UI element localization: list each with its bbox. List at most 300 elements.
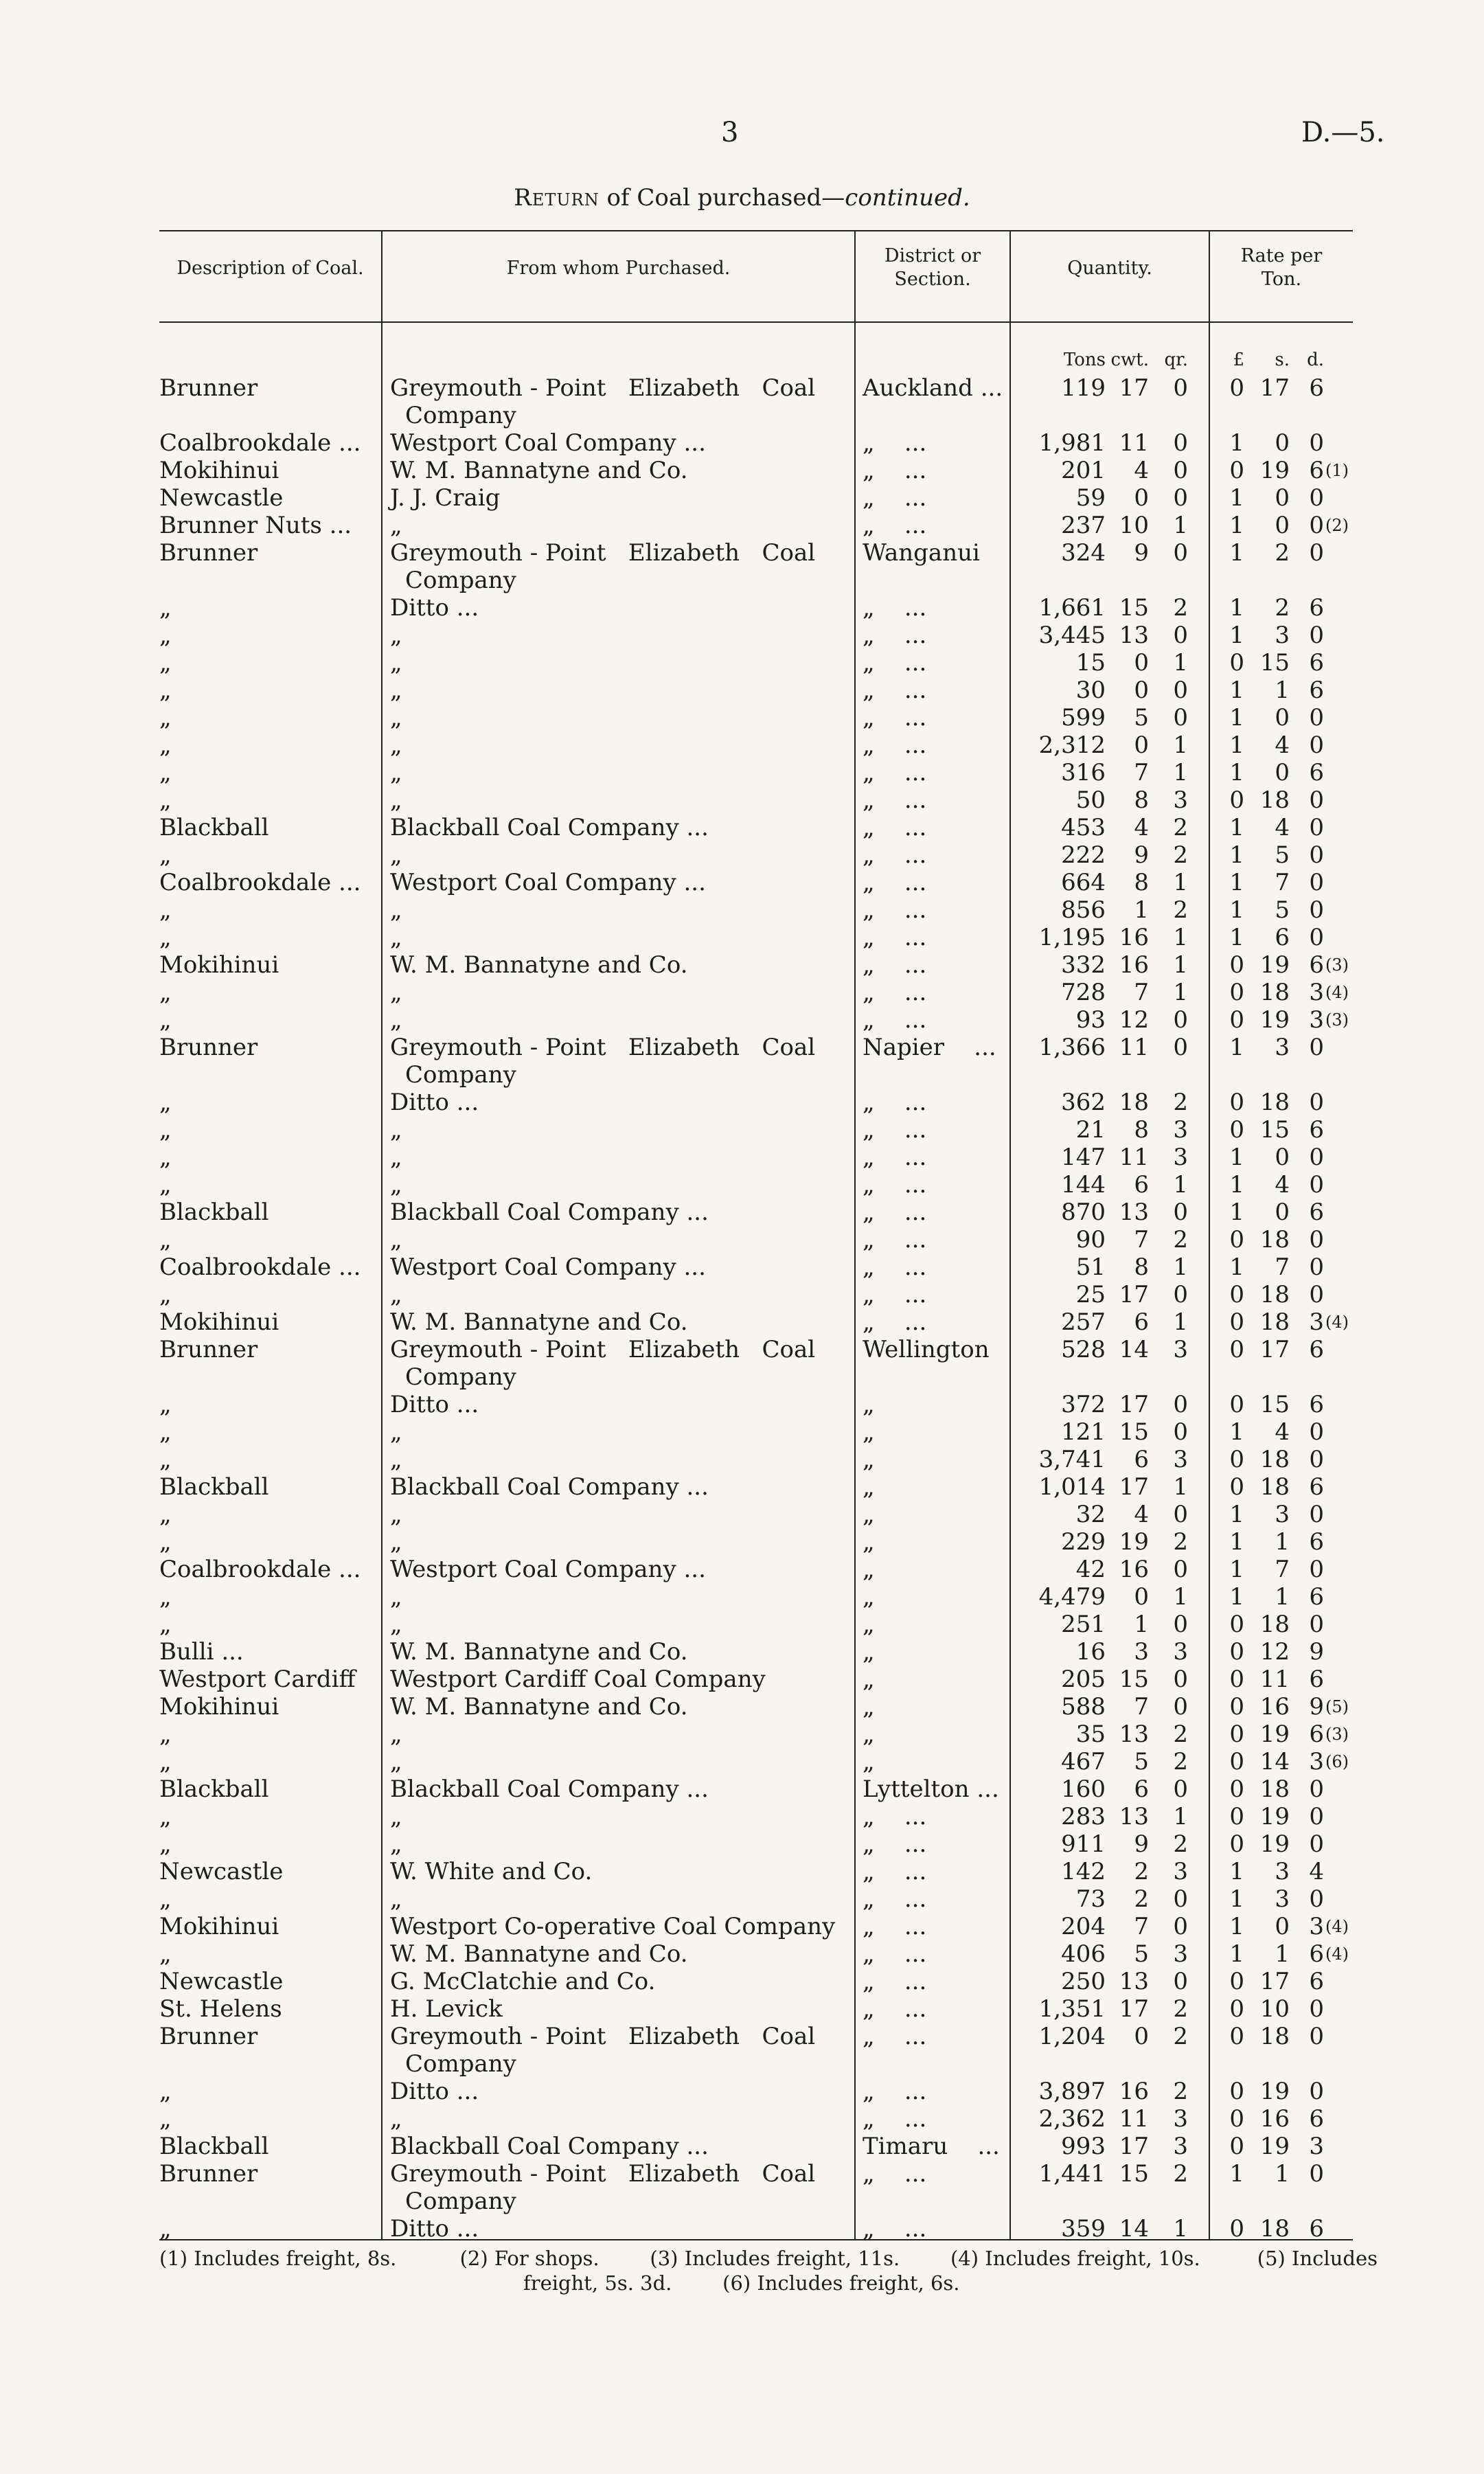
pounds-cell: 1 — [1229, 622, 1244, 649]
description-cell: Newcastle — [159, 1858, 284, 1885]
pounds-cell: 0 — [1229, 1721, 1244, 1748]
cwt-cell: 13 — [1119, 622, 1149, 649]
pounds-cell: 1 — [1229, 594, 1244, 622]
pounds-cell: 1 — [1229, 512, 1244, 539]
footnotes — [159, 2246, 1378, 2295]
description-cell: „ — [159, 649, 172, 677]
pence-cell: 4 — [1309, 1858, 1324, 1885]
tons-cell: 21 — [1075, 1116, 1106, 1144]
pounds-cell: 1 — [1229, 759, 1244, 786]
table-row — [0, 786, 1484, 814]
table-row — [0, 374, 1484, 402]
pence-cell: 3 — [1309, 1748, 1324, 1775]
table-row — [0, 869, 1484, 896]
district-cell: „ ... — [863, 2105, 927, 2133]
pounds-cell: 0 — [1229, 1308, 1244, 1336]
description-cell: Blackball — [159, 2133, 269, 2160]
shillings-cell: 14 — [1259, 1748, 1290, 1775]
shillings-cell: 0 — [1275, 429, 1290, 457]
district-cell: „ ... — [863, 841, 927, 869]
table-row — [0, 704, 1484, 731]
table-row-continuation — [0, 1061, 1484, 1089]
pence-cell: 0 — [1309, 1171, 1324, 1199]
shillings-cell: 16 — [1259, 2105, 1290, 2133]
district-cell: Wanganui — [863, 539, 980, 567]
tons-cell: 453 — [1061, 814, 1106, 841]
qr-cell: 0 — [1173, 457, 1188, 484]
from-whom-cell: Ditto ... — [390, 1089, 479, 1116]
from-whom-cell: „ — [390, 1721, 402, 1748]
district-cell: „ ... — [863, 924, 927, 951]
tons-cell: 73 — [1075, 1885, 1106, 1913]
from-whom-cell: „ — [390, 649, 402, 677]
footnote-5: (5) Includes — [1257, 2247, 1378, 2270]
cwt-cell: 8 — [1134, 786, 1149, 814]
cwt-cell: 11 — [1119, 1144, 1149, 1171]
from-whom-cell: Blackball Coal Company ... — [390, 1775, 709, 1803]
tons-cell: 2,362 — [1038, 2105, 1106, 2133]
description-cell: „ — [159, 1501, 172, 1528]
cwt-cell: 3 — [1134, 1638, 1149, 1666]
table-row — [0, 979, 1484, 1006]
qr-cell: 1 — [1173, 731, 1188, 759]
cwt-cell: 7 — [1134, 1913, 1149, 1940]
pounds-cell: 0 — [1229, 951, 1244, 979]
shillings-cell: 1 — [1275, 1940, 1290, 1968]
tons-cell: 362 — [1061, 1089, 1106, 1116]
table-row — [0, 1995, 1484, 2023]
note-ref-cell: (1) — [1325, 461, 1349, 480]
district-cell: „ — [863, 1501, 875, 1528]
description-cell: „ — [159, 622, 172, 649]
from-whom-cell: Greymouth - Point Elizabeth Coal — [390, 539, 816, 567]
tons-cell: 1,195 — [1038, 924, 1106, 951]
from-whom-cell: „ — [390, 1281, 402, 1308]
description-cell: Mokihinui — [159, 1693, 279, 1721]
qr-cell: 0 — [1173, 1611, 1188, 1638]
tons-cell: 15 — [1075, 649, 1106, 677]
table-row — [0, 677, 1484, 704]
shillings-cell: 5 — [1275, 896, 1290, 924]
pence-cell: 6 — [1309, 1940, 1324, 1968]
qr-cell: 3 — [1173, 1858, 1188, 1885]
pounds-cell: 1 — [1229, 1144, 1244, 1171]
pence-cell: 6 — [1309, 1473, 1324, 1501]
shillings-cell: 15 — [1259, 1391, 1290, 1418]
cwt-cell: 7 — [1134, 1693, 1149, 1721]
shillings-cell: 18 — [1259, 1775, 1290, 1803]
description-cell: „ — [159, 1006, 172, 1034]
tons-cell: 257 — [1061, 1308, 1106, 1336]
qr-cell: 2 — [1173, 2078, 1188, 2105]
cwt-cell: 7 — [1134, 979, 1149, 1006]
from-whom-cell: „ — [390, 677, 402, 704]
tons-cell: 119 — [1061, 374, 1106, 402]
pounds-cell: 0 — [1229, 1089, 1244, 1116]
cwt-cell: 11 — [1119, 429, 1149, 457]
qr-cell: 2 — [1173, 814, 1188, 841]
cwt-cell: 8 — [1134, 1116, 1149, 1144]
pounds-cell: 1 — [1229, 1583, 1244, 1611]
qr-cell: 3 — [1173, 1116, 1188, 1144]
pounds-cell: 1 — [1229, 1556, 1244, 1583]
tons-cell: 4,479 — [1038, 1583, 1106, 1611]
shillings-cell: 17 — [1259, 1336, 1290, 1363]
qr-cell: 1 — [1173, 924, 1188, 951]
district-cell: „ ... — [863, 1006, 927, 1034]
from-whom-cell: Blackball Coal Company ... — [390, 1199, 709, 1226]
district-cell: „ ... — [863, 1858, 927, 1885]
cwt-cell: 2 — [1134, 1885, 1149, 1913]
pounds-cell: 1 — [1229, 1940, 1244, 1968]
from-whom-cell: „ — [390, 1528, 402, 1556]
shillings-cell: 19 — [1259, 1721, 1290, 1748]
district-cell: „ ... — [863, 677, 927, 704]
district-cell: „ ... — [863, 979, 927, 1006]
qr-cell: 1 — [1173, 979, 1188, 1006]
description-cell: Mokihinui — [159, 1913, 279, 1940]
pounds-cell: 1 — [1229, 1913, 1244, 1940]
pounds-cell: 0 — [1229, 1803, 1244, 1830]
shillings-cell: 3 — [1275, 1858, 1290, 1885]
cwt-cell: 7 — [1134, 1226, 1149, 1253]
cwt-cell: 15 — [1119, 594, 1149, 622]
cwt-cell: 14 — [1119, 2215, 1149, 2243]
district-cell: „ ... — [863, 429, 927, 457]
cwt-cell: 5 — [1134, 1748, 1149, 1775]
tons-cell: 147 — [1061, 1144, 1106, 1171]
shillings-cell: 18 — [1259, 979, 1290, 1006]
shillings-cell: 12 — [1259, 1638, 1290, 1666]
pence-cell: 0 — [1309, 512, 1324, 539]
district-cell: „ — [863, 1721, 875, 1748]
pence-cell: 6 — [1309, 1391, 1324, 1418]
pence-cell: 3 — [1309, 1006, 1324, 1034]
pence-cell: 0 — [1309, 924, 1324, 951]
tons-cell: 251 — [1061, 1611, 1106, 1638]
district-cell: „ — [863, 1583, 875, 1611]
qr-cell: 3 — [1173, 1336, 1188, 1363]
pence-cell: 0 — [1309, 869, 1324, 896]
tons-cell: 59 — [1075, 484, 1106, 512]
shillings-cell: 0 — [1275, 1199, 1290, 1226]
pence-cell: 6 — [1309, 457, 1324, 484]
pence-cell: 0 — [1309, 1501, 1324, 1528]
table-row-continuation — [0, 567, 1484, 594]
tons-cell: 1,014 — [1038, 1473, 1106, 1501]
table-row — [0, 814, 1484, 841]
pounds-cell: 0 — [1229, 2105, 1244, 2133]
table-row — [0, 1803, 1484, 1830]
district-cell: „ ... — [863, 869, 927, 896]
description-cell: „ — [159, 1281, 172, 1308]
pence-cell: 0 — [1309, 622, 1324, 649]
description-cell: „ — [159, 1089, 172, 1116]
cwt-cell: 13 — [1119, 1968, 1149, 1995]
district-cell: „ ... — [863, 1830, 927, 1858]
pence-cell: 0 — [1309, 484, 1324, 512]
from-whom-cell: G. McClatchie and Co. — [390, 1968, 656, 1995]
table-row — [0, 924, 1484, 951]
pence-cell: 6 — [1309, 951, 1324, 979]
footnote-line-1 — [159, 2246, 1378, 2271]
shillings-cell: 7 — [1275, 1253, 1290, 1281]
shillings-cell: 18 — [1259, 2023, 1290, 2050]
shillings-cell: 19 — [1259, 1006, 1290, 1034]
pounds-cell: 1 — [1229, 869, 1244, 896]
table-row — [0, 1693, 1484, 1721]
pence-cell: 6 — [1309, 1528, 1324, 1556]
from-whom-cell: „ — [390, 704, 402, 731]
pence-cell: 3 — [1309, 979, 1324, 1006]
from-whom-cell: W. White and Co. — [390, 1858, 593, 1885]
table-row — [0, 1006, 1484, 1034]
pence-cell: 3 — [1309, 1308, 1324, 1336]
district-cell: „ ... — [863, 759, 927, 786]
from-whom-cell: „ — [390, 1611, 402, 1638]
table-row — [0, 1199, 1484, 1226]
table-row — [0, 1253, 1484, 1281]
from-whom-cell: „ — [390, 1116, 402, 1144]
district-cell: Auckland ... — [863, 374, 1003, 402]
shillings-cell: 17 — [1259, 374, 1290, 402]
note-ref-cell: (4) — [1325, 983, 1349, 1002]
tons-cell: 372 — [1061, 1391, 1106, 1418]
from-whom-cell-continued: Company — [405, 1363, 516, 1391]
cwt-cell: 10 — [1119, 512, 1149, 539]
qr-cell: 0 — [1173, 1501, 1188, 1528]
unit-shillings: s. — [1275, 350, 1290, 370]
district-cell: Napier ... — [863, 1034, 996, 1061]
pence-cell: 0 — [1309, 1281, 1324, 1308]
from-whom-cell: W. M. Bannatyne and Co. — [390, 951, 688, 979]
pounds-cell: 0 — [1229, 457, 1244, 484]
tons-cell: 911 — [1061, 1830, 1106, 1858]
district-cell: „ ... — [863, 1968, 927, 1995]
header-district-line1: District or — [884, 245, 981, 266]
shillings-cell: 1 — [1275, 2160, 1290, 2188]
table-row — [0, 1391, 1484, 1418]
pounds-cell: 1 — [1229, 1528, 1244, 1556]
pence-cell: 6 — [1309, 1199, 1324, 1226]
description-cell: „ — [159, 704, 172, 731]
qr-cell: 2 — [1173, 1748, 1188, 1775]
header-quantity: Quantity. — [1067, 258, 1152, 279]
shillings-cell: 18 — [1259, 1226, 1290, 1253]
pounds-cell: 0 — [1229, 2133, 1244, 2160]
description-cell: Coalbrookdale ... — [159, 429, 361, 457]
pence-cell: 0 — [1309, 1253, 1324, 1281]
pence-cell: 6 — [1309, 2215, 1324, 2243]
district-cell: „ ... — [863, 1089, 927, 1116]
table-row-continuation — [0, 1363, 1484, 1391]
from-whom-cell: „ — [390, 1501, 402, 1528]
cwt-cell: 1 — [1134, 1611, 1149, 1638]
district-cell: „ ... — [863, 2160, 927, 2188]
unit-pounds: £ — [1233, 350, 1244, 370]
note-ref-cell: (3) — [1325, 955, 1349, 975]
pence-cell: 6 — [1309, 1583, 1324, 1611]
note-ref-cell: (4) — [1325, 1944, 1349, 1964]
pounds-cell: 1 — [1229, 1034, 1244, 1061]
cwt-cell: 0 — [1134, 677, 1149, 704]
tons-cell: 222 — [1061, 841, 1106, 869]
note-ref-cell: (4) — [1325, 1917, 1349, 1936]
pence-cell: 0 — [1309, 1418, 1324, 1446]
shillings-cell: 19 — [1259, 1830, 1290, 1858]
from-whom-cell: „ — [390, 1830, 402, 1858]
from-whom-cell: Ditto ... — [390, 594, 479, 622]
description-cell: Blackball — [159, 814, 269, 841]
from-whom-cell: „ — [390, 786, 402, 814]
description-cell: „ — [159, 1830, 172, 1858]
footnote-6: (6) Includes freight, 6s. — [722, 2271, 960, 2295]
shillings-cell: 18 — [1259, 1089, 1290, 1116]
district-cell: „ ... — [863, 1913, 927, 1940]
description-cell: Blackball — [159, 1473, 269, 1501]
shillings-cell: 4 — [1275, 1418, 1290, 1446]
from-whom-cell: Blackball Coal Company ... — [390, 1473, 709, 1501]
description-cell: Coalbrookdale ... — [159, 1253, 361, 1281]
from-whom-cell-continued: Company — [405, 2050, 516, 2078]
qr-cell: 0 — [1173, 622, 1188, 649]
tons-cell: 1,981 — [1038, 429, 1106, 457]
shillings-cell: 4 — [1275, 814, 1290, 841]
description-cell: Mokihinui — [159, 457, 279, 484]
table-row — [0, 484, 1484, 512]
tons-cell: 283 — [1061, 1803, 1106, 1830]
description-cell: Brunner — [159, 2023, 258, 2050]
description-cell: „ — [159, 1528, 172, 1556]
qr-cell: 1 — [1173, 759, 1188, 786]
tons-cell: 324 — [1061, 539, 1106, 567]
description-cell: Coalbrookdale ... — [159, 869, 361, 896]
title-italic: continued. — [845, 184, 970, 212]
pence-cell: 0 — [1309, 1556, 1324, 1583]
tons-cell: 3,897 — [1038, 2078, 1106, 2105]
description-cell: „ — [159, 2215, 172, 2243]
district-cell: „ ... — [863, 814, 927, 841]
pence-cell: 6 — [1309, 1666, 1324, 1693]
description-cell: „ — [159, 594, 172, 622]
pounds-cell: 0 — [1229, 1473, 1244, 1501]
qr-cell: 3 — [1173, 2133, 1188, 2160]
table-row — [0, 1308, 1484, 1336]
cwt-cell: 17 — [1119, 1391, 1149, 1418]
pounds-cell: 0 — [1229, 1391, 1244, 1418]
description-cell: „ — [159, 841, 172, 869]
pounds-cell: 0 — [1229, 1748, 1244, 1775]
pounds-cell: 1 — [1229, 1501, 1244, 1528]
description-cell: „ — [159, 2105, 172, 2133]
table-row — [0, 841, 1484, 869]
pounds-cell: 1 — [1229, 1253, 1244, 1281]
pounds-cell: 0 — [1229, 2078, 1244, 2105]
shillings-cell: 18 — [1259, 1446, 1290, 1473]
from-whom-cell-continued: Company — [405, 2188, 516, 2215]
from-whom-cell-continued: Company — [405, 1061, 516, 1089]
shillings-cell: 16 — [1259, 1693, 1290, 1721]
tons-cell: 16 — [1075, 1638, 1106, 1666]
description-cell: Brunner — [159, 1336, 258, 1363]
pounds-cell: 1 — [1229, 814, 1244, 841]
table-row — [0, 1638, 1484, 1666]
cwt-cell: 17 — [1119, 2133, 1149, 2160]
pounds-cell: 0 — [1229, 1693, 1244, 1721]
district-cell: „ ... — [863, 1803, 927, 1830]
cwt-cell: 9 — [1134, 539, 1149, 567]
description-cell: Newcastle — [159, 484, 284, 512]
table-row — [0, 1556, 1484, 1583]
qr-cell: 2 — [1173, 2023, 1188, 2050]
tons-cell: 144 — [1061, 1171, 1106, 1199]
table-row — [0, 1611, 1484, 1638]
tons-cell: 467 — [1061, 1748, 1106, 1775]
tons-cell: 51 — [1075, 1253, 1106, 1281]
qr-cell: 2 — [1173, 2160, 1188, 2188]
from-whom-cell: W. M. Bannatyne and Co. — [390, 1693, 688, 1721]
tons-cell: 3,445 — [1038, 622, 1106, 649]
shillings-cell: 4 — [1275, 1171, 1290, 1199]
from-whom-cell: „ — [390, 2105, 402, 2133]
description-cell: „ — [159, 1803, 172, 1830]
cwt-cell: 14 — [1119, 1336, 1149, 1363]
pence-cell: 0 — [1309, 731, 1324, 759]
cwt-cell: 0 — [1134, 484, 1149, 512]
description-cell: Brunner — [159, 1034, 258, 1061]
from-whom-cell: Westport Coal Company ... — [390, 869, 706, 896]
description-cell: Brunner Nuts ... — [159, 512, 352, 539]
description-cell: Mokihinui — [159, 1308, 279, 1336]
description-cell: Blackball — [159, 1775, 269, 1803]
shillings-cell: 4 — [1275, 731, 1290, 759]
description-cell: „ — [159, 2078, 172, 2105]
pence-cell: 6 — [1309, 649, 1324, 677]
qr-cell: 0 — [1173, 1281, 1188, 1308]
pounds-cell: 0 — [1229, 1611, 1244, 1638]
table-row — [0, 2105, 1484, 2133]
document-reference: D.—5. — [1301, 117, 1385, 148]
pounds-cell: 0 — [1229, 979, 1244, 1006]
title-caps: Return — [514, 184, 600, 212]
table-row — [0, 951, 1484, 979]
qr-cell: 3 — [1173, 1638, 1188, 1666]
qr-cell: 0 — [1173, 1034, 1188, 1061]
pounds-cell: 0 — [1229, 1638, 1244, 1666]
qr-cell: 0 — [1173, 1666, 1188, 1693]
table-row-continuation — [0, 2188, 1484, 2215]
cwt-cell: 5 — [1134, 704, 1149, 731]
cwt-cell: 13 — [1119, 1721, 1149, 1748]
from-whom-cell: „ — [390, 1171, 402, 1199]
table-row — [0, 1885, 1484, 1913]
district-cell: „ ... — [863, 1308, 927, 1336]
cwt-cell: 0 — [1134, 2023, 1149, 2050]
table-row — [0, 1501, 1484, 1528]
from-whom-cell: Blackball Coal Company ... — [390, 814, 709, 841]
description-cell: Brunner — [159, 374, 258, 402]
table-row — [0, 1226, 1484, 1253]
qr-cell: 0 — [1173, 1775, 1188, 1803]
cwt-cell: 15 — [1119, 1418, 1149, 1446]
pence-cell: 0 — [1309, 1446, 1324, 1473]
from-whom-cell: Blackball Coal Company ... — [390, 2133, 709, 2160]
district-cell: „ ... — [863, 1171, 927, 1199]
district-cell: „ — [863, 1638, 875, 1666]
pence-cell: 9 — [1309, 1638, 1324, 1666]
unit-qr: qr. — [1164, 350, 1188, 370]
pounds-cell: 0 — [1229, 1968, 1244, 1995]
